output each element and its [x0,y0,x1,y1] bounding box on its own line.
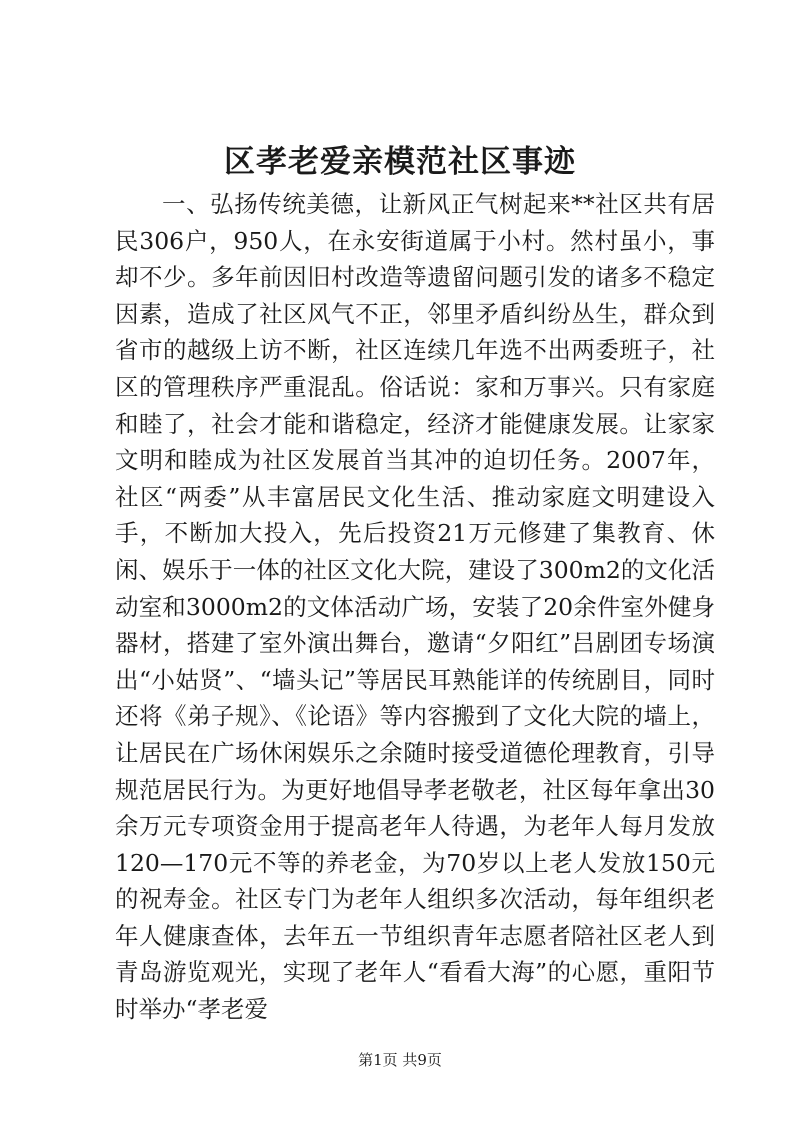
document-title: 区孝老爱亲模范社区事迹 [224,144,576,180]
document-body-paragraph: 一、弘扬传统美德，让新风正气树起来**社区共有居民306户，950人，在永安街道属于小村。然村虽小，事却不少。多年前因旧村改造等遗留问题引发的诸多不稳定因素，造成了社区风气不正，邻里矛盾纠纷丛生，群众到省市的越级上访不断，社区连续几年选不出两委班子，社区的管理秩序严重混乱。俗话说：家和万事兴。只有家庭和睦了，社会才能和谐稳定，经济才能健康发展。让家家文明和睦成为社区发展首当其冲的迫切任务。2007年，社区“两委”从丰富居民文化生活、推动家庭文明建设入手，不断加大投入，先后投资21万元修建了集教育、休闲、娱乐于一体的社区文化大院，建设了300m2的文化活动室和3000m2的文体活动广场，安装了20余件室外健身器材，搭建了室外演出舞台，邀请“夕阳红”吕剧团专场演出“小姑贤”、“墙头记”等居民耳熟能详的传统剧目，同时还将《弟子规》、《论语》等内容搬到了文化大院的墙上，让居民在广场休闲娱乐之余随时接受道德伦理教育，引导规范居民行为。为更好地倡导孝老敬老，社区每年拿出30余万元专项资金用于提高老年人待遇，为老年人每月发放120—170元不等的养老金，为70岁以上老人发放150元的祝寿金。社区专门为老年人组织多次活动，每年组织老年人健康查体，去年五一节组织青年志愿者陪社区老人到青岛游览观光，实现了老年人“看看大海”的心愿，重阳节时举办“孝老爱 [115,190,715,1024]
page-footer: 第1页 共9页 [358,1051,442,1069]
